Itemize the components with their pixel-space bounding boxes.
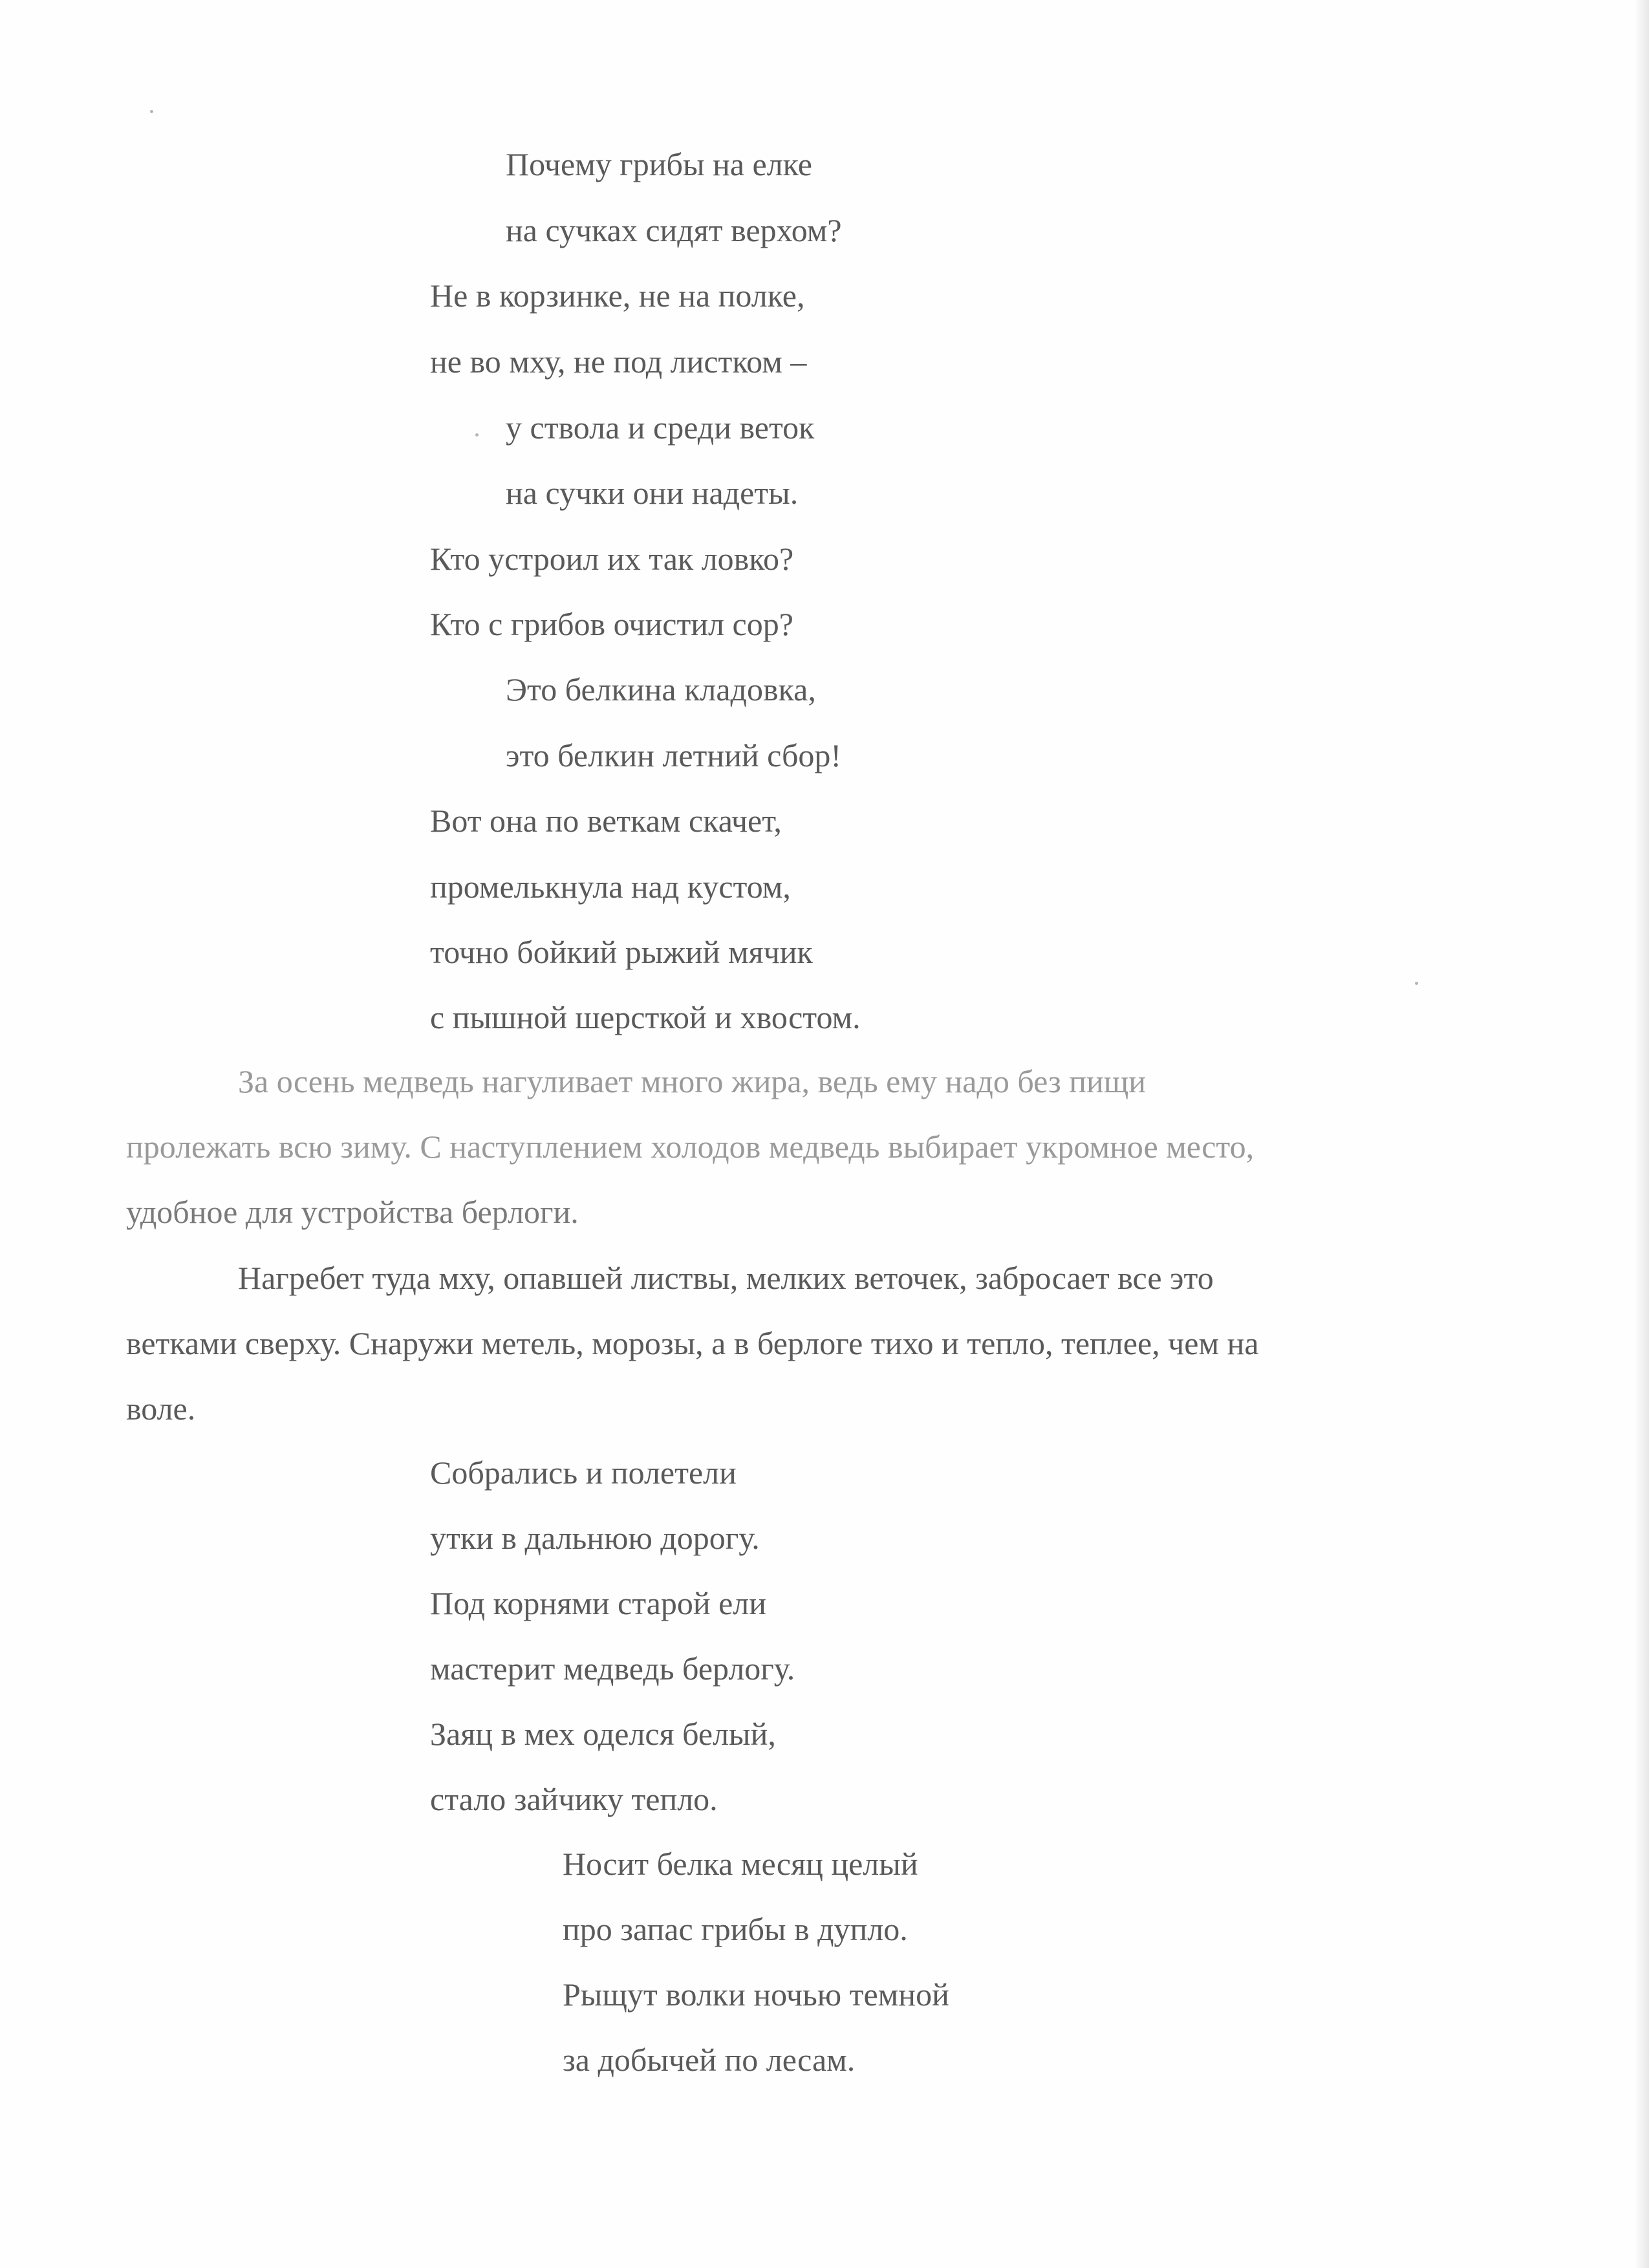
poem-line: на сучки они надеты.	[506, 475, 799, 511]
poem-line: Почему грибы на елке	[506, 146, 812, 182]
poem-line: мастерит медведь берлогу.	[430, 1650, 795, 1687]
poem-line: Кто с грибов очистил сор?	[430, 606, 793, 642]
poem-line: на сучках сидят верхом?	[506, 212, 842, 248]
poem-line: Заяц в мех оделся белый,	[430, 1716, 776, 1752]
poem-line: Под корнями старой ели	[430, 1585, 767, 1621]
poem-line: за добычей по лесам.	[563, 2042, 856, 2078]
paragraph-line: удобное для устройства берлоги.	[126, 1194, 579, 1230]
poem-line: Не в корзинке, не на полке,	[430, 277, 805, 314]
scan-speck	[150, 110, 153, 113]
poem-line: Носит белка месяц целый	[563, 1846, 918, 1882]
poem-line: это белкин летний сбор!	[506, 737, 842, 773]
poem-line: про запас грибы в дупло.	[563, 1911, 908, 1947]
poem-line: Кто устроил их так ловко?	[430, 541, 794, 577]
scan-speck	[475, 433, 479, 437]
poem-line: Рыщут волки ночью темной	[563, 1976, 949, 2013]
poem-line: у ствола и среди веток	[506, 409, 815, 446]
paragraph-line: Нагребет туда мху, опавшей листвы, мелких веточек, забросает все это	[238, 1260, 1214, 1296]
poem-line: промелькнула над кустом,	[430, 869, 791, 905]
paragraph-line: За осень медведь нагуливает много жира, ведь ему надо без пищи	[238, 1063, 1146, 1099]
paragraph-line: ветками сверху. Снаружи метель, морозы, а в берлоге тихо и тепло, теплее, чем на	[126, 1325, 1259, 1361]
poem-line: утки в дальнюю дорогу.	[430, 1520, 760, 1556]
paragraph-line: пролежать всю зиму. С наступлением холодов медведь выбирает укромное место,	[126, 1129, 1255, 1165]
poem-line: стало зайчику тепло.	[430, 1781, 718, 1817]
poem-line: не во мху, не под листком –	[430, 343, 807, 380]
poem-line: с пышной шерсткой и хвостом.	[430, 999, 861, 1035]
poem-line: Собрались и полетели	[430, 1454, 737, 1491]
paragraph-line: воле.	[126, 1390, 196, 1427]
poem-line: точно бойкий рыжий мячик	[430, 934, 813, 970]
page-edge-shadow	[1635, 0, 1649, 2268]
poem-line: Это белкина кладовка,	[506, 671, 816, 707]
poem-line: Вот она по веткам скачет,	[430, 803, 782, 839]
scan-speck	[1415, 982, 1418, 985]
